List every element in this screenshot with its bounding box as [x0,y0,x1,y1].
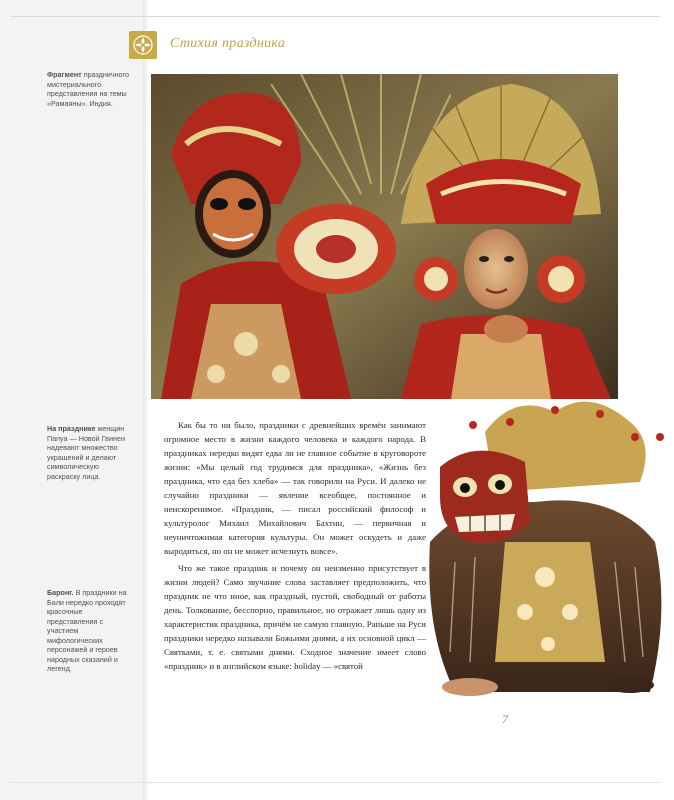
caption-text: праздничного мистериального представления на темы «Рамаяны». Индия. [47,70,129,108]
caption-ramayana [47,70,133,108]
caption-text: женщин Папуа — Новой Гвинеи надевают множество украшений и делают символическую раскраску лица. [47,424,125,481]
section-title: Стихия праздника [170,36,286,51]
paragraph: Что же такое праздник и почему он неизменно присутствует в жизни людей? Само звучание слова заставляет предположить, что праздник не что иное, как праздный, пустой, свободный от работы день. Толкование, бесспорно, правильное, но отражает лишь одну из характеристик праздника, причём не самую главную. Раньше на Руси праздники нередко называли Божьими днями, а их основной цикл — Святками, т. е. святыми днями. Сходное значение имеет слово «праздник» и в английском языке: holiday — «святой [164,563,426,671]
caption-lead: Баронг. [47,588,74,597]
bottom-rule [10,782,660,783]
page-number: 7 [502,712,508,726]
sidebar-column [0,0,143,800]
caption-lead: Фрагмент [47,70,82,79]
ramayana-performers-photo [151,74,618,399]
barong-mask-photo [415,392,670,697]
top-rule [10,16,660,17]
ornament-rosette-icon [129,31,157,59]
caption-text: В праздники на Бали нередко проходят красочные представления с участием мифологических персонажей и героев народных сказаний и легенд. [47,588,127,673]
body-text [164,418,426,673]
gutter [143,0,149,800]
caption-lead: На празднике [47,424,96,433]
caption-barong [47,588,133,674]
paragraph: Как бы то ни было, праздники с древнейших времён занимают огромное место в жизни каждого человека и каждого народа. В праздниках нередко видят едва ли не главное событие в круговороте жизни: «Мы целый год трудимся для праздника», «Жизнь без праздника, что еда без хлеба» — так говорили на Руси. И далеко не случайно праздники — явление всеобщее, постоянное и неискоренимое. «Праздник, — писал российский философ и культуролог Михаил Михайлович Бахтин, — первичная и неуничтожимая категория культуры. Он может оскудеть и даже выродиться, но он не может исчезнуть вовсе». [164,420,426,556]
caption-papua [47,424,133,481]
